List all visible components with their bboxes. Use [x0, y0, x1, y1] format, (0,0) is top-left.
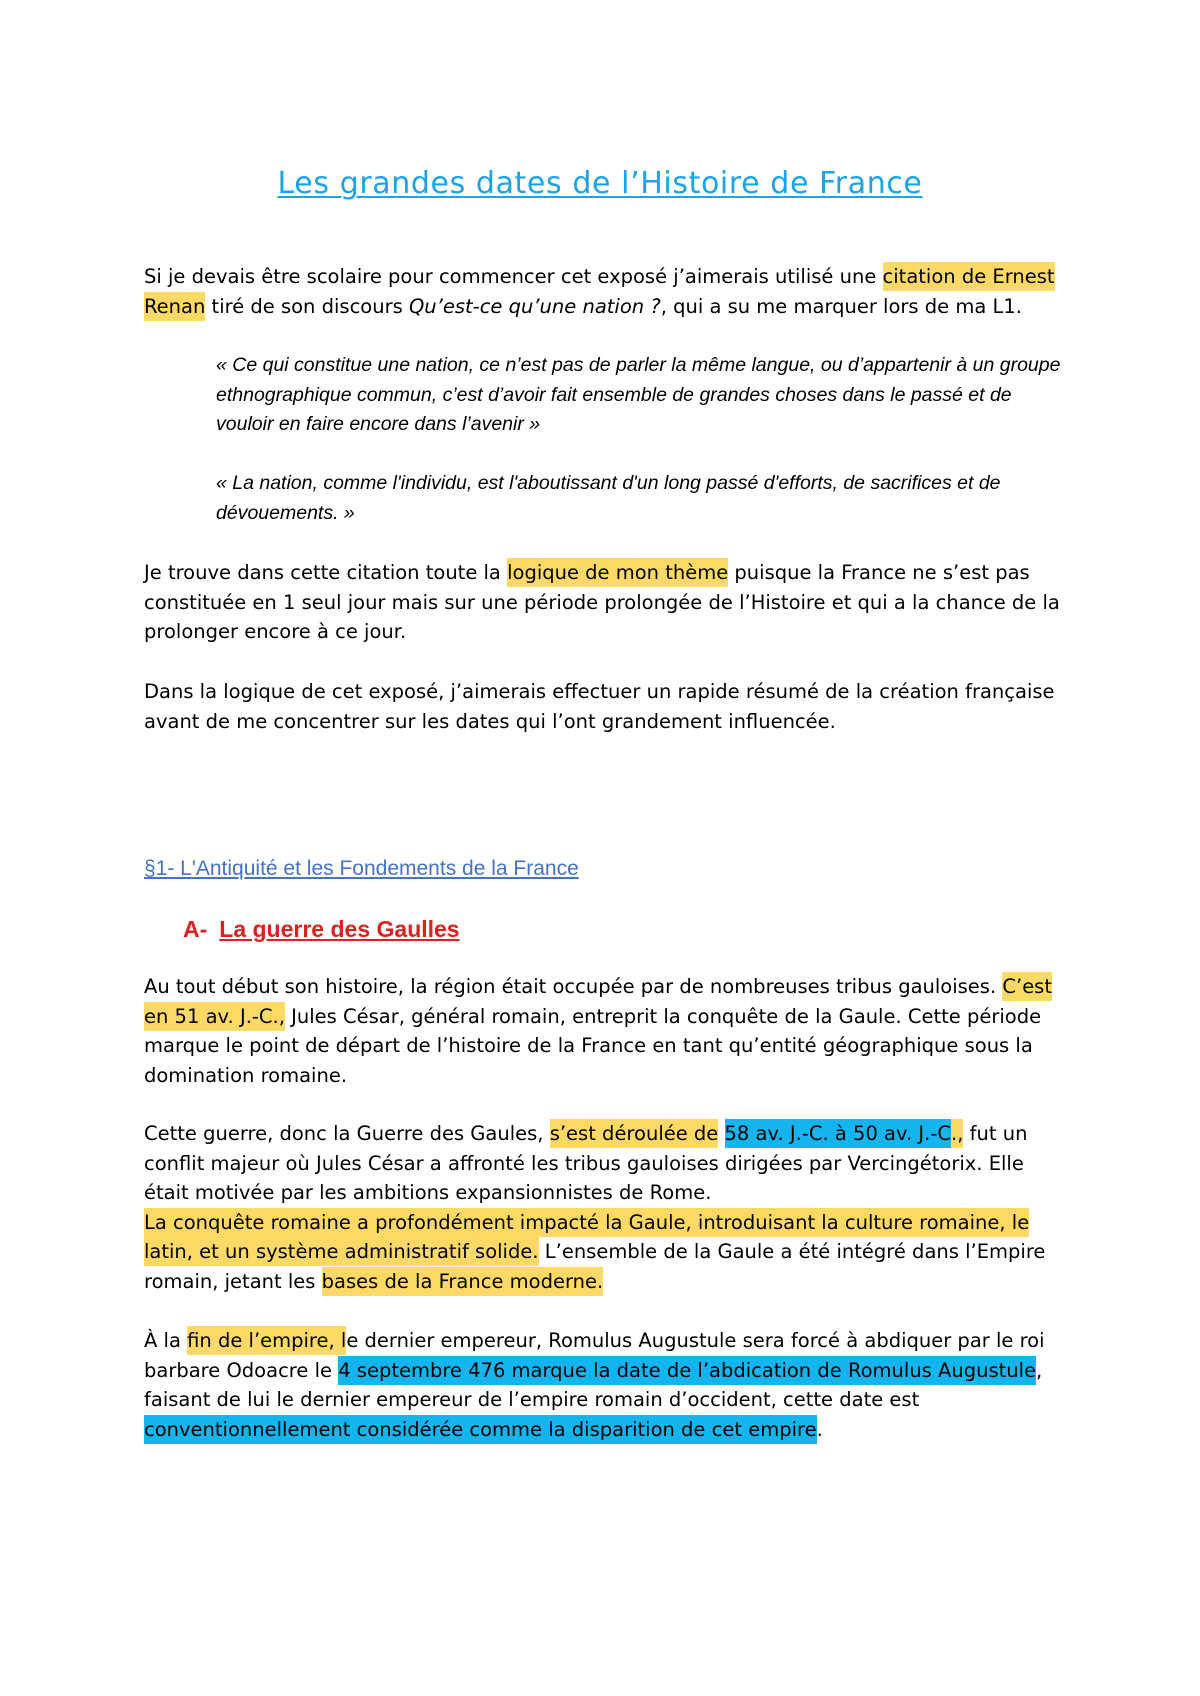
text-run: Je trouve dans cette citation toute la — [144, 561, 508, 584]
quote-2: « La nation, comme l'individu, est l'aboutissant d'un long passé d'efforts, de sacrifices et de dévouements. » — [216, 472, 1001, 524]
subsection-letter: A- — [183, 916, 208, 942]
highlighted-text: logique de mon thème — [507, 558, 728, 587]
text-run: e dernier empereur, Romulus Augustule sera forcé à abdiquer par le roi barbare Odoacre le — [144, 1329, 1045, 1382]
text-run: tiré de son discours — [205, 294, 409, 318]
highlighted-text: s’est déroulée de — [550, 1119, 719, 1148]
subsection-title: La guerre des Gaulles — [219, 916, 460, 942]
highlighted-text: C’est en 51 av. J.-C., — [144, 972, 1052, 1031]
italic-text: Qu’est-ce qu’une nation ? — [408, 294, 661, 318]
highlighted-text: bases de la France moderne. — [322, 1267, 604, 1296]
text-run: fut un conflit majeur où Jules César a affronté les tribus gauloises dirigées par Vercingétorix. Elle était motivée par les ambitions expansionnistes de Rome. — [144, 1122, 1028, 1204]
highlighted-text: fin de l’empire, l — [187, 1326, 346, 1355]
text-run: , qui a su me marquer lors de ma L1. — [660, 294, 1022, 318]
document-title: Les grandes dates de l’Histoire de France — [277, 166, 923, 201]
text-run — [718, 1122, 724, 1145]
intro-paragraph-1 — [144, 262, 1074, 321]
text-run: Jules César, général romain, entreprit la conquête de la Gaule. Cette période marque le point de départ de l’histoire de la France en tant qu’entité géographique sous la domination romaine. — [144, 1004, 1042, 1087]
section-paragraph-3 — [144, 1326, 1074, 1444]
quote-1: « Ce qui constitue une nation, ce n’est pas de parler la même langue, ou d’appartenir à un groupe ethnographique commun, c’est d’avoir fait ensemble de grandes choses dans le passé et de vouloir en faire encore dans l’avenir » — [216, 354, 1061, 435]
section-paragraph-2 — [144, 1119, 1074, 1296]
highlighted-text: La conquête romaine a profondément impacté la Gaule, introduisant la culture romaine, le latin, et un système administratif solide. — [144, 1208, 1029, 1267]
section-heading: §1- L'Antiquité et les Fondements de la France — [144, 857, 579, 880]
highlighted-date: 4 septembre 476 marque la date de l’abdication de Romulus Augustule — [338, 1356, 1036, 1385]
text-run: Au tout début son histoire, la région était occupée par de nombreuses tribus gauloises. — [144, 975, 1003, 998]
subsection-heading — [183, 916, 460, 943]
highlighted-text: conventionnellement considérée comme la disparition de cet empire — [144, 1415, 817, 1444]
highlighted-text: ., — [951, 1119, 963, 1148]
text-run: , faisant de lui le dernier empereur de l’empire romain d’occident, cette date est — [144, 1358, 1043, 1411]
text-run: L’ensemble de la Gaule a été intégré dans l’Empire romain, jetant les — [144, 1240, 1046, 1293]
text-run: puisque la France ne s’est pas constituée en 1 seul jour mais sur une période prolongée de l’Histoire et qui a la chance de la prolonger encore à ce jour. — [144, 561, 1060, 643]
text-run: Cette guerre, donc la Guerre des Gaules, — [144, 1122, 550, 1145]
text-run: Si je devais être scolaire pour commencer cet exposé j’aimerais utilisé une — [144, 265, 883, 288]
highlighted-text: citation de Ernest Renan — [144, 262, 1055, 321]
text-run: . — [816, 1417, 823, 1441]
intro-paragraph-2 — [144, 558, 1074, 647]
highlighted-date: 58 av. J.-C. à 50 av. J.-C — [725, 1119, 952, 1148]
intro-paragraph-3: Dans la logique de cet exposé, j’aimerais effectuer un rapide résumé de la création française avant de me concentrer sur les dates qui l’ont grandement influencée. — [144, 680, 1055, 733]
section-paragraph-1 — [144, 972, 1074, 1090]
text-run: À la — [144, 1329, 188, 1352]
